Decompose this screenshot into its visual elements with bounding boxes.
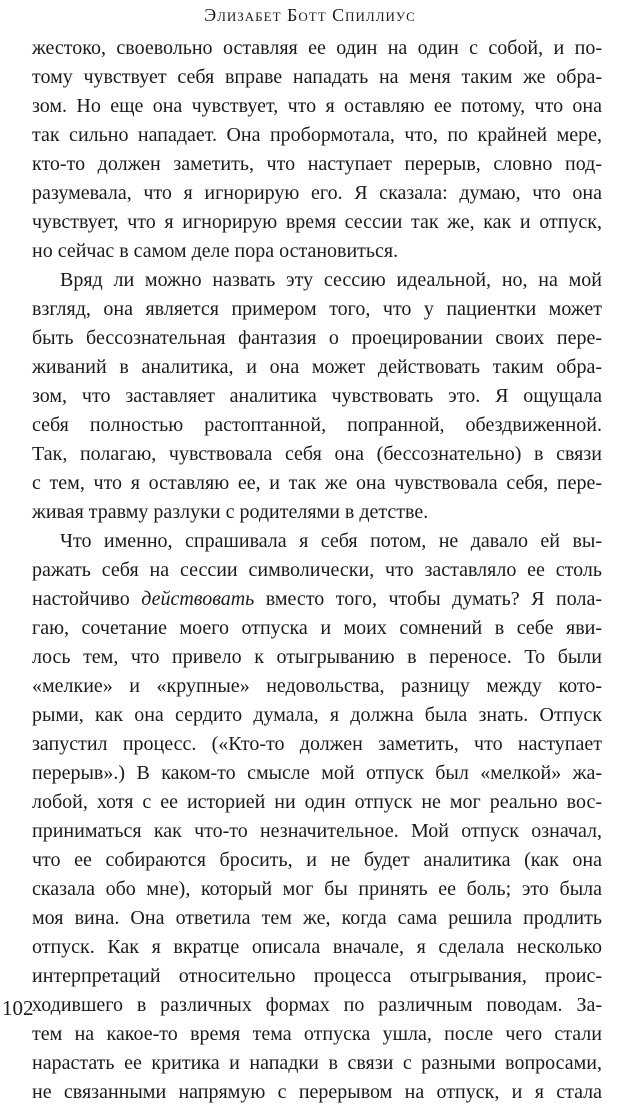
text-line: нарастать ее критика и нападки в связи с разными вопросами, <box>32 1052 602 1074</box>
page-body <box>32 34 602 1107</box>
text-line: сказала обо мне), который мог бы принять ее боль; это была <box>32 878 602 900</box>
text-line: лобой, хотя с ее историей ни один отпуск не мог реально вос- <box>32 791 602 813</box>
text-line: но сейчас в самом деле пора остановиться. <box>32 240 399 262</box>
running-head: Элизабет Ботт Спиллиус <box>204 5 416 25</box>
text-line: гаю, сочетание моего отпуска и моих сомнений в себе яви- <box>32 617 602 639</box>
text-line: что ее собираются бросить, и не будет аналитика (как она <box>32 849 602 871</box>
text-line: себя полностью растоптанной, попранной, обездвиженной. <box>32 414 602 436</box>
text-line: Что именно, спрашивала я себя потом, не давало ей вы- <box>60 530 602 552</box>
text-line: запустил процесс. («Кто-то должен заметить, что наступает <box>32 733 602 755</box>
text-line: настойчиво действовать вместо того, чтобы думать? Я пола- <box>32 588 602 610</box>
text-line: не связанными напрямую с перерывом на отпуск, и я стала <box>32 1081 602 1103</box>
text-line: Вряд ли можно назвать эту сессию идеальной, но, на мой <box>60 269 602 291</box>
text-line: живаний в аналитика, и она может действовать таким обра- <box>32 356 602 378</box>
text-line: зом, что заставляет аналитика чувствовать это. Я ощущала <box>32 385 602 407</box>
text-line: Так, полагаю, чувствовала себя она (бессознательно) в связи <box>32 443 602 465</box>
text-line: моя вина. Она ответила тем же, когда сама решила продлить <box>32 907 602 929</box>
text-line: чувствует, что я игнорирую время сессии так же, как и отпуск, <box>32 211 602 233</box>
text-line: тому чувствует себя вправе нападать на меня таким же обра- <box>32 66 602 88</box>
text-line: лось тем, что привело к отыгрыванию в переносе. То были <box>32 646 602 668</box>
text-line: кто-то должен заметить, что наступает перерыв, словно под- <box>32 153 602 175</box>
text-line: «мелкие» и «крупные» недовольства, разницу между кото- <box>32 675 602 697</box>
text-line: жестоко, своевольно оставляя ее один на один с собой, и по- <box>32 37 602 59</box>
text-line: рыми, как она сердито думала, я должна была знать. Отпуск <box>32 704 602 726</box>
text-line: разумевала, что я игнорирую его. Я сказала: думаю, что она <box>32 182 602 204</box>
text-line: зом. Но еще она чувствует, что я оставляю ее потому, что она <box>32 95 602 117</box>
text-line: интерпретаций относительно процесса отыгрывания, проис- <box>32 965 602 987</box>
text-line: ходившего в различных формах по различным поводам. За- <box>32 994 602 1016</box>
text-line: перерыв».) В каком-то смысле мой отпуск был «мелкой» жа- <box>32 762 602 784</box>
text-line: отпуск. Как я вкратце описала вначале, я сделала несколько <box>32 936 602 958</box>
text-line: тем на какое-то время тема отпуска ушла, после чего стали <box>32 1023 602 1045</box>
text-line: приниматься как что-то незначительное. Мой отпуск означал, <box>32 820 602 842</box>
text-line: живая травму разлуки с родителями в детстве. <box>32 501 429 523</box>
text-line: взгляд, она является примером того, что у пациентки может <box>32 298 602 320</box>
body-paragraph <box>32 527 602 1107</box>
text-line: с тем, что я оставляю ее, и так же она чувствовала себя, пере- <box>32 472 602 494</box>
page-number: 102 <box>2 996 34 1020</box>
text-line: быть бессознательная фантазия о проецировании своих пере- <box>32 327 602 349</box>
body-paragraph <box>32 34 602 266</box>
text-line: ражать себя на сессии символически, что заставляло ее столь <box>32 559 602 581</box>
text-line: так сильно нападает. Она пробормотала, что, по крайней мере, <box>32 124 602 146</box>
body-paragraph <box>32 266 602 527</box>
